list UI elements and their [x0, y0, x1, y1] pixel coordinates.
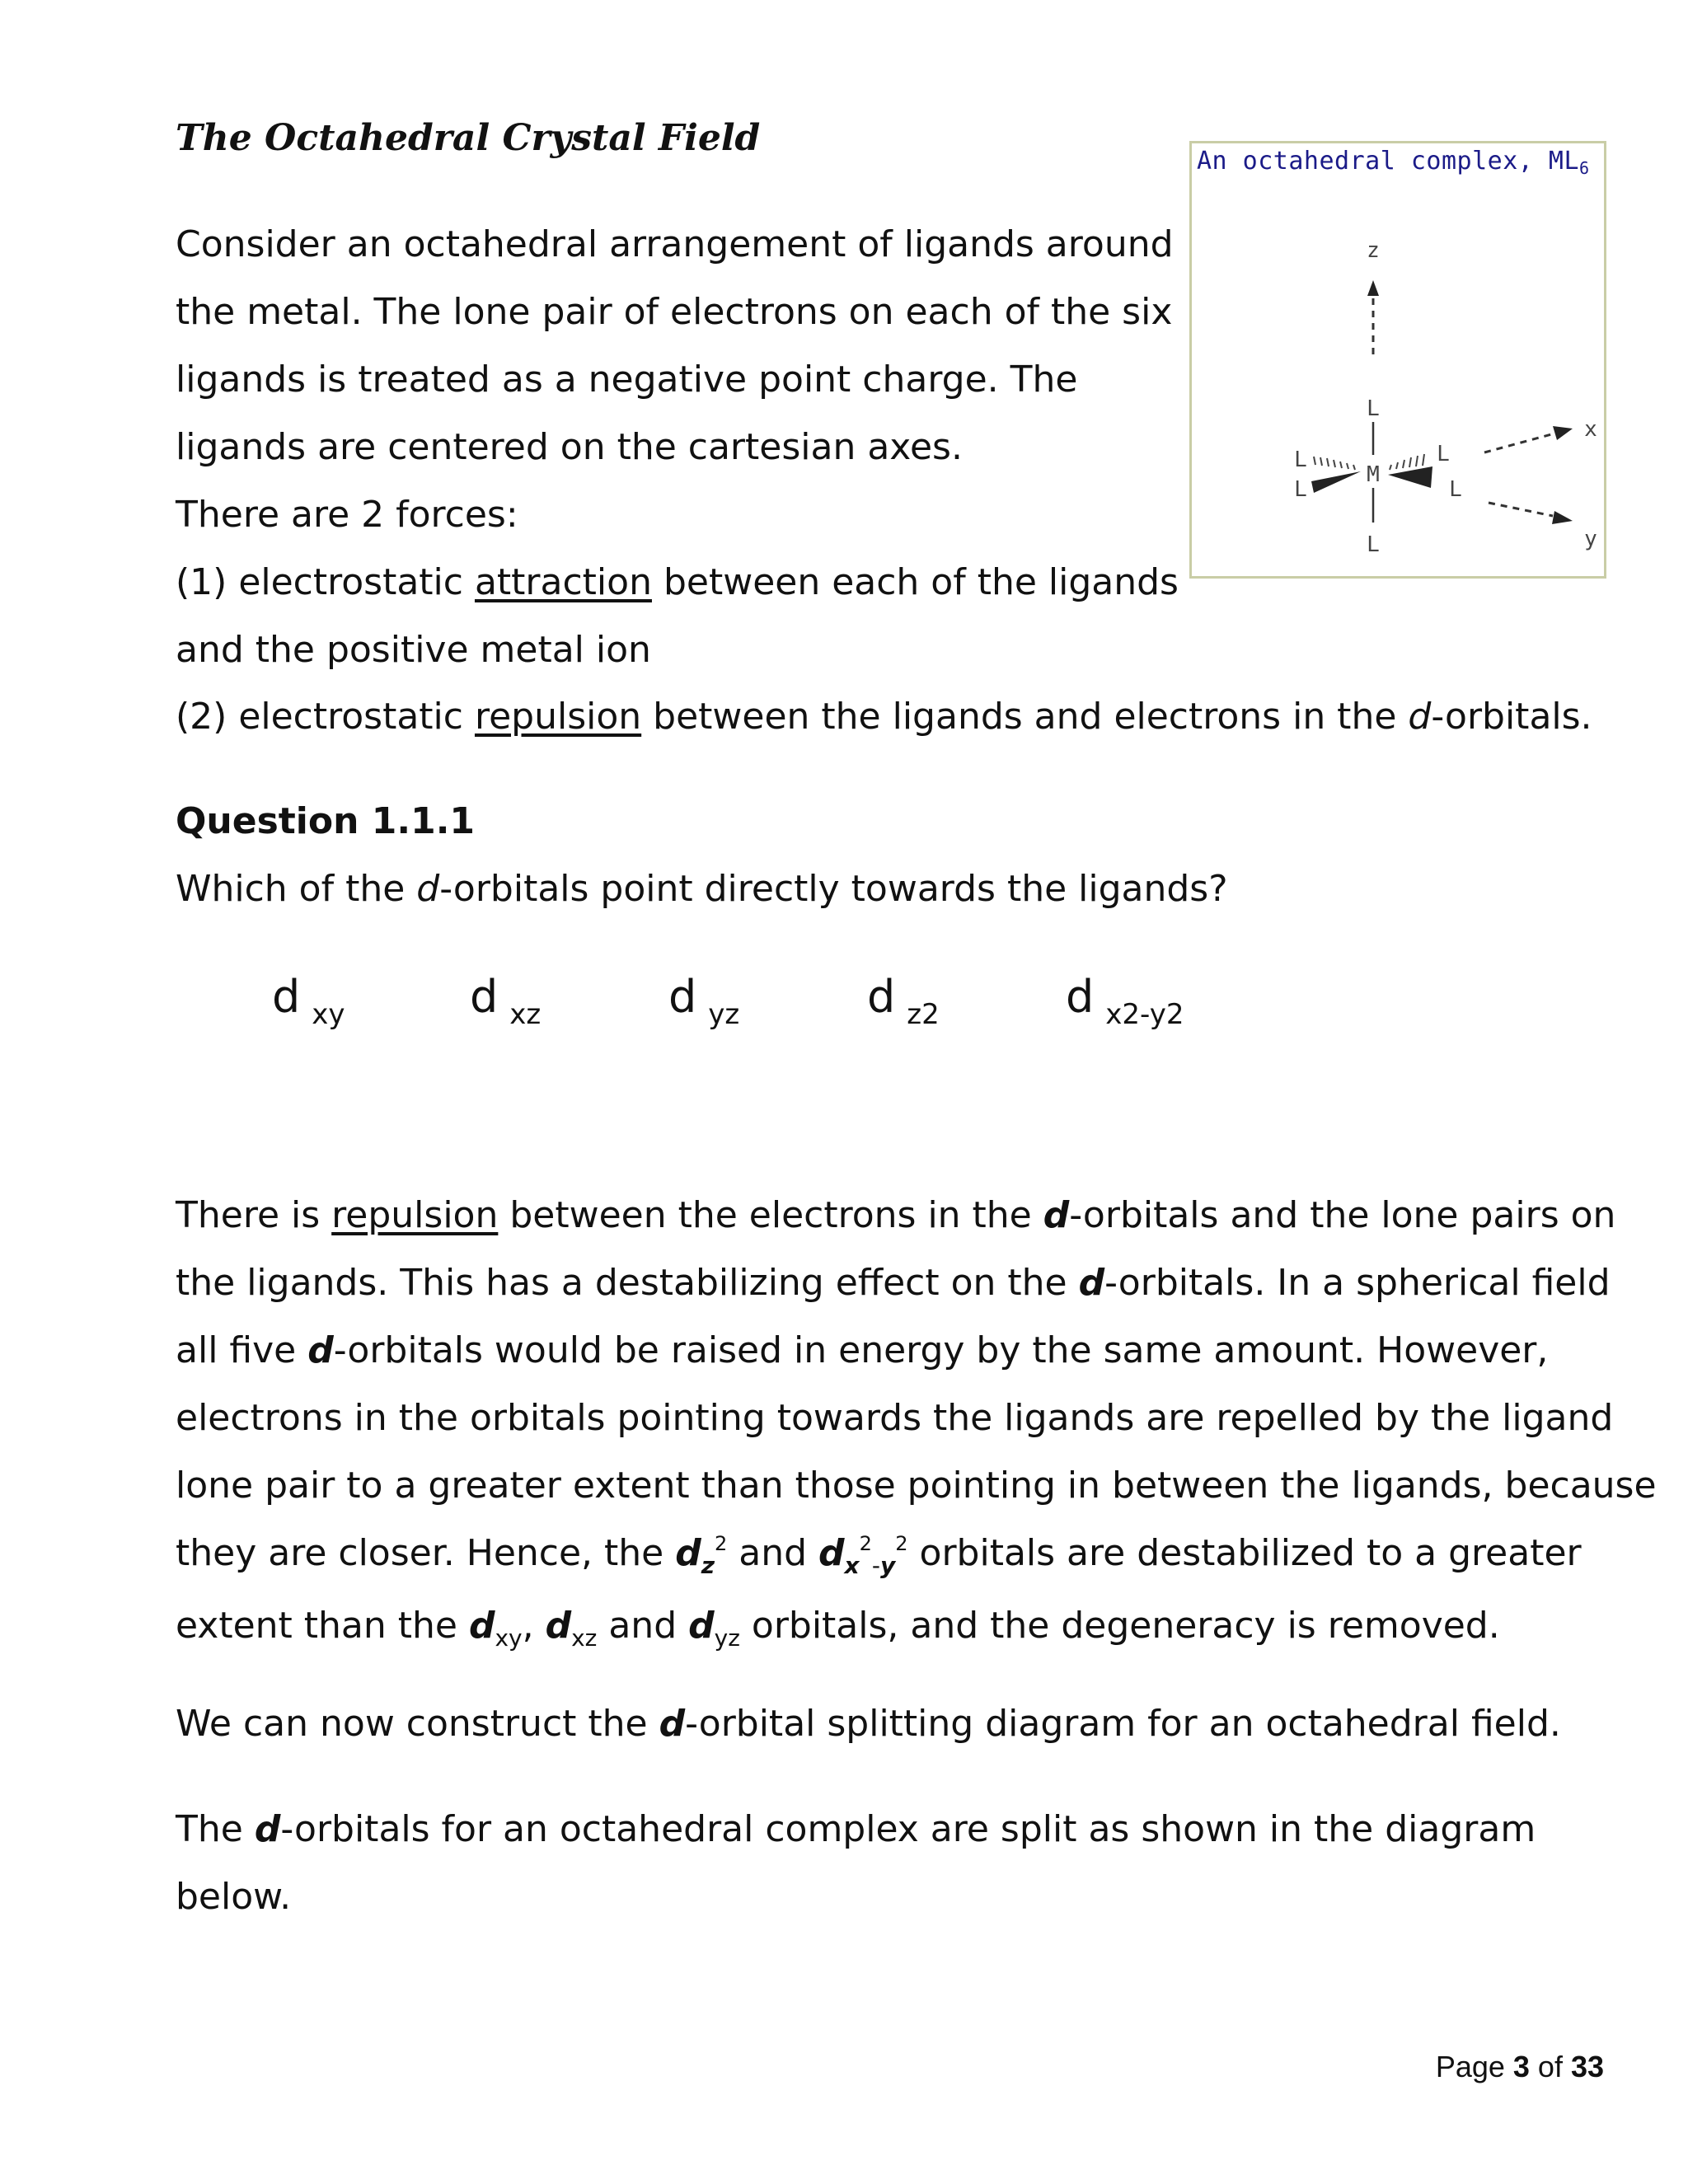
hashed-bond-right — [1390, 454, 1424, 470]
z-arrowhead — [1367, 280, 1379, 296]
option-dz2[interactable]: d $_{z2}$ — [867, 971, 940, 1031]
intro-line: and the positive metal ion — [176, 629, 651, 671]
intro-paragraph — [176, 211, 1179, 684]
option-dyz[interactable]: d $_{yz}$ — [668, 971, 740, 1031]
intro-line: There are 2 forces: — [176, 494, 518, 536]
d-italic: d — [1408, 696, 1432, 738]
octahedral-diagram — [1192, 143, 1604, 576]
d-bold-italic: d — [1043, 1194, 1070, 1236]
section-title: The Octahedral Crystal Field — [176, 117, 761, 159]
explanation-paragraph — [176, 1182, 1657, 1664]
subscript-dash: - — [871, 1552, 880, 1579]
option-dx2-y2[interactable]: d $_{x2-y2}$ — [1066, 971, 1184, 1031]
intro-line: ligands are centered on the cartesian axes. — [176, 426, 963, 468]
d-bold-italic: d — [545, 1605, 572, 1647]
question-text: Which of the d-orbitals point directly towards the ligands? — [176, 868, 1228, 910]
d-bold-italic: d — [307, 1329, 334, 1371]
superscript-2: 2 — [715, 1532, 728, 1555]
body-line: all five d-orbitals would be raised in energy by the same amount. However, — [176, 1329, 1549, 1371]
wedge-bond-right — [1388, 466, 1432, 488]
x-arrowhead — [1553, 426, 1573, 440]
d-bold-italic: d — [659, 1703, 686, 1745]
underlined-term-attraction: attraction — [474, 561, 652, 603]
subscript-xy: xy — [495, 1624, 523, 1652]
intro-line: the metal. The lone pair of electrons on each of the six — [176, 291, 1173, 333]
body-line: they are closer. Hence, the $d_z^2$ and $d_x^2_{-y}^2$ orbitals are destabilized to a greater — [176, 1532, 1582, 1579]
metal-center: M — [1367, 462, 1380, 487]
split-diagram-paragraph: The d-orbitals for an octahedral complex are split as shown in the diagram — [176, 1808, 1536, 1850]
axis-label-z: z — [1367, 238, 1380, 263]
subscript-x: x — [844, 1552, 860, 1579]
text-run: (2) electrostatic — [176, 696, 475, 738]
hashed-bond-left — [1314, 457, 1355, 470]
axis-label-x: x — [1584, 417, 1597, 442]
d-bold-italic: d — [254, 1808, 281, 1850]
x-axis-dashed — [1484, 434, 1554, 452]
subscript-xz: xz — [571, 1624, 598, 1652]
subscript-y: y — [880, 1552, 896, 1579]
d-bold-italic: d — [1078, 1262, 1105, 1304]
axis-label-y: y — [1584, 527, 1597, 551]
ligand-top: L — [1367, 396, 1380, 421]
text-run: (1) electrostatic — [176, 561, 475, 603]
text-run: between each of the ligands — [651, 561, 1179, 603]
option-dxz[interactable]: d $_{xz}$ — [470, 971, 542, 1031]
force-2-line — [176, 683, 1592, 751]
ligand-bottom: L — [1367, 532, 1380, 557]
body-line: lone pair to a greater extent than those pointing in between the ligands, because — [176, 1465, 1657, 1507]
figure-title-subscript: 6 — [1579, 158, 1590, 178]
force-1-line — [176, 549, 1179, 616]
body-line: electrons in the orbitals pointing towards the ligands are repelled by the ligand — [176, 1397, 1614, 1439]
body-line: extent than the $d_{xy}$, $d_{xz}$ and $d_{yz}$ orbitals, and the degeneracy is removed. — [176, 1605, 1500, 1652]
octahedral-complex-figure — [1189, 141, 1606, 579]
question-title: Question 1.1.1 — [176, 800, 476, 842]
page-total: 33 — [1570, 2050, 1604, 2083]
ligand-right-upper: L — [1437, 442, 1450, 466]
superscript-2: 2 — [895, 1532, 908, 1555]
intro-line: Consider an octahedral arrangement of ligands around — [176, 223, 1174, 265]
d-bold-italic: d — [468, 1605, 495, 1647]
orbital-options — [272, 968, 1261, 1034]
option-dxy[interactable]: d $_{xy}$ — [272, 971, 345, 1031]
d-bold-italic: d — [818, 1532, 845, 1574]
ligand-left-lower: L — [1294, 477, 1307, 502]
d-bold-italic: d — [675, 1532, 701, 1574]
intro-line: ligands is treated as a negative point charge. The — [176, 359, 1078, 401]
subscript-z: z — [701, 1552, 715, 1579]
text-run: between the ligands and electrons in the — [641, 696, 1409, 738]
ligand-left-upper: L — [1294, 448, 1307, 472]
text-run: -orbitals. — [1431, 696, 1592, 738]
y-axis-dashed — [1489, 503, 1553, 516]
figure-title: An octahedral complex, $ML_6$ — [1197, 147, 1590, 178]
page-number-footer: Page 3 of 33 — [1435, 2050, 1604, 2083]
body-line: the ligands. This has a destabilizing effect on the d-orbitals. In a spherical field — [176, 1262, 1611, 1304]
wedge-bond-left — [1311, 471, 1361, 493]
d-italic: d — [416, 868, 440, 910]
d-bold-italic: d — [688, 1605, 715, 1647]
body-line: There is repulsion between the electrons in the d-orbitals and the lone pairs on — [176, 1194, 1616, 1236]
underlined-term-repulsion: repulsion — [331, 1194, 499, 1236]
y-arrowhead — [1552, 511, 1573, 524]
splitting-intro-paragraph: We can now construct the d-orbital splitting diagram for an octahedral field. — [176, 1703, 1561, 1745]
ligand-right-lower: L — [1449, 477, 1462, 502]
page-number: 3 — [1512, 2050, 1530, 2083]
superscript-2: 2 — [859, 1532, 872, 1555]
subscript-yz: yz — [714, 1624, 740, 1652]
underlined-term-repulsion: repulsion — [474, 696, 642, 738]
split-diagram-paragraph-end: below. — [176, 1876, 292, 1918]
